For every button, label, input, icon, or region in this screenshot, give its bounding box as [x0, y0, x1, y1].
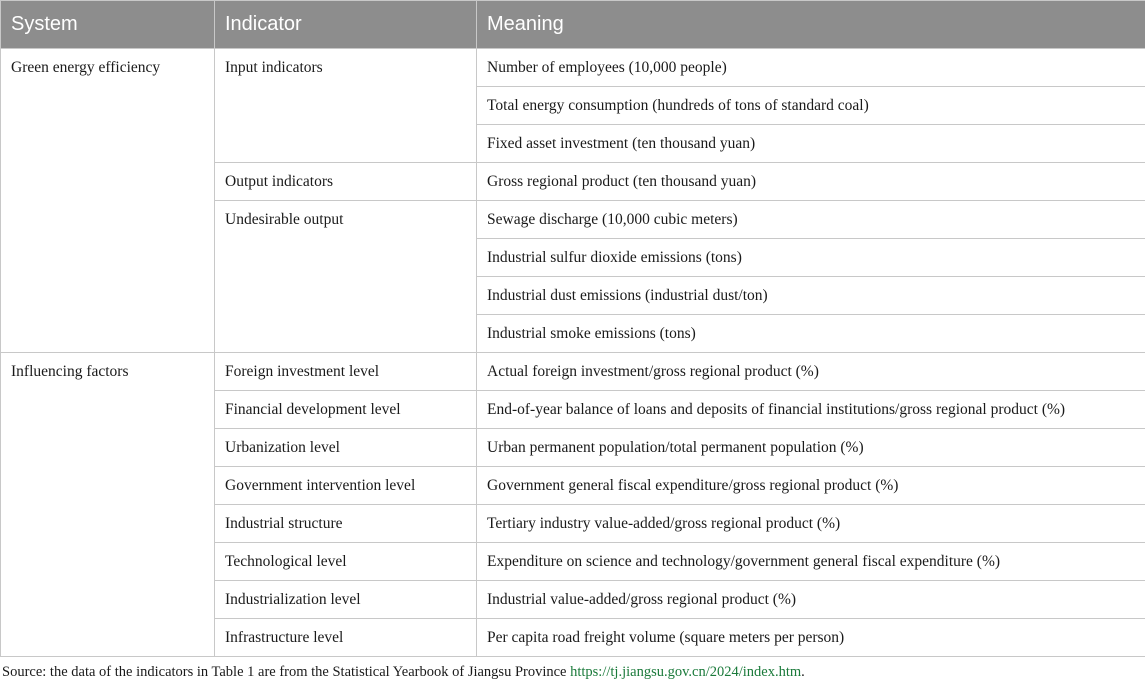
meaning-cell: Gross regional product (ten thousand yuan) [477, 163, 1145, 201]
header-meaning: Meaning [477, 1, 1145, 49]
meaning-cell: Tertiary industry value-added/gross regional product (%) [477, 505, 1145, 543]
meaning-cell: Per capita road freight volume (square meters per person) [477, 619, 1145, 657]
meaning-cell: Urban permanent population/total permanent population (%) [477, 429, 1145, 467]
indicator-cell: Foreign investment level [215, 353, 477, 391]
table-row [1, 353, 1145, 391]
indicator-cell: Technological level [215, 543, 477, 581]
source-text: Source: the data of the indicators in Table 1 are from the Statistical Yearbook of Jiangsu Province [2, 664, 571, 680]
table-body [1, 49, 1145, 657]
indicator-cell: Industrial structure [215, 505, 477, 543]
source-link[interactable]: https://tj.jiangsu.gov.cn/2024/index.htm [570, 664, 802, 680]
indicator-cell: Infrastructure level [215, 619, 477, 657]
meaning-cell: Industrial smoke emissions (tons) [477, 315, 1145, 353]
meaning-cell: Industrial value-added/gross regional product (%) [477, 581, 1145, 619]
header-indicator: Indicator [215, 1, 477, 49]
header-row [1, 1, 1145, 49]
indicator-cell: Financial development level [215, 391, 477, 429]
system-cell: Influencing factors [1, 353, 215, 657]
indicator-cell: Industrialization level [215, 581, 477, 619]
indicator-cell: Undesirable output [215, 201, 477, 353]
meaning-cell: Expenditure on science and technology/government general fiscal expenditure (%) [477, 543, 1145, 581]
meaning-cell: Industrial sulfur dioxide emissions (tons) [477, 239, 1145, 277]
meaning-cell: Number of employees (10,000 people) [477, 49, 1145, 87]
source-suffix: . [801, 664, 805, 680]
indicator-cell: Urbanization level [215, 429, 477, 467]
indicator-cell: Output indicators [215, 163, 477, 201]
meaning-cell: Sewage discharge (10,000 cubic meters) [477, 201, 1145, 239]
meaning-cell: Actual foreign investment/gross regional product (%) [477, 353, 1145, 391]
meaning-cell: Total energy consumption (hundreds of tons of standard coal) [477, 87, 1145, 125]
table-row [1, 49, 1145, 87]
system-cell: Green energy efficiency [1, 49, 215, 353]
meaning-cell: Industrial dust emissions (industrial dust/ton) [477, 277, 1145, 315]
meaning-cell: End-of-year balance of loans and deposits of financial institutions/gross regional product (%) [477, 391, 1145, 429]
meaning-cell: Fixed asset investment (ten thousand yuan) [477, 125, 1145, 163]
header-system: System [1, 1, 215, 49]
indicator-cell: Input indicators [215, 49, 477, 163]
source-note [0, 657, 1145, 681]
meaning-cell: Government general fiscal expenditure/gross regional product (%) [477, 467, 1145, 505]
indicator-cell: Government intervention level [215, 467, 477, 505]
